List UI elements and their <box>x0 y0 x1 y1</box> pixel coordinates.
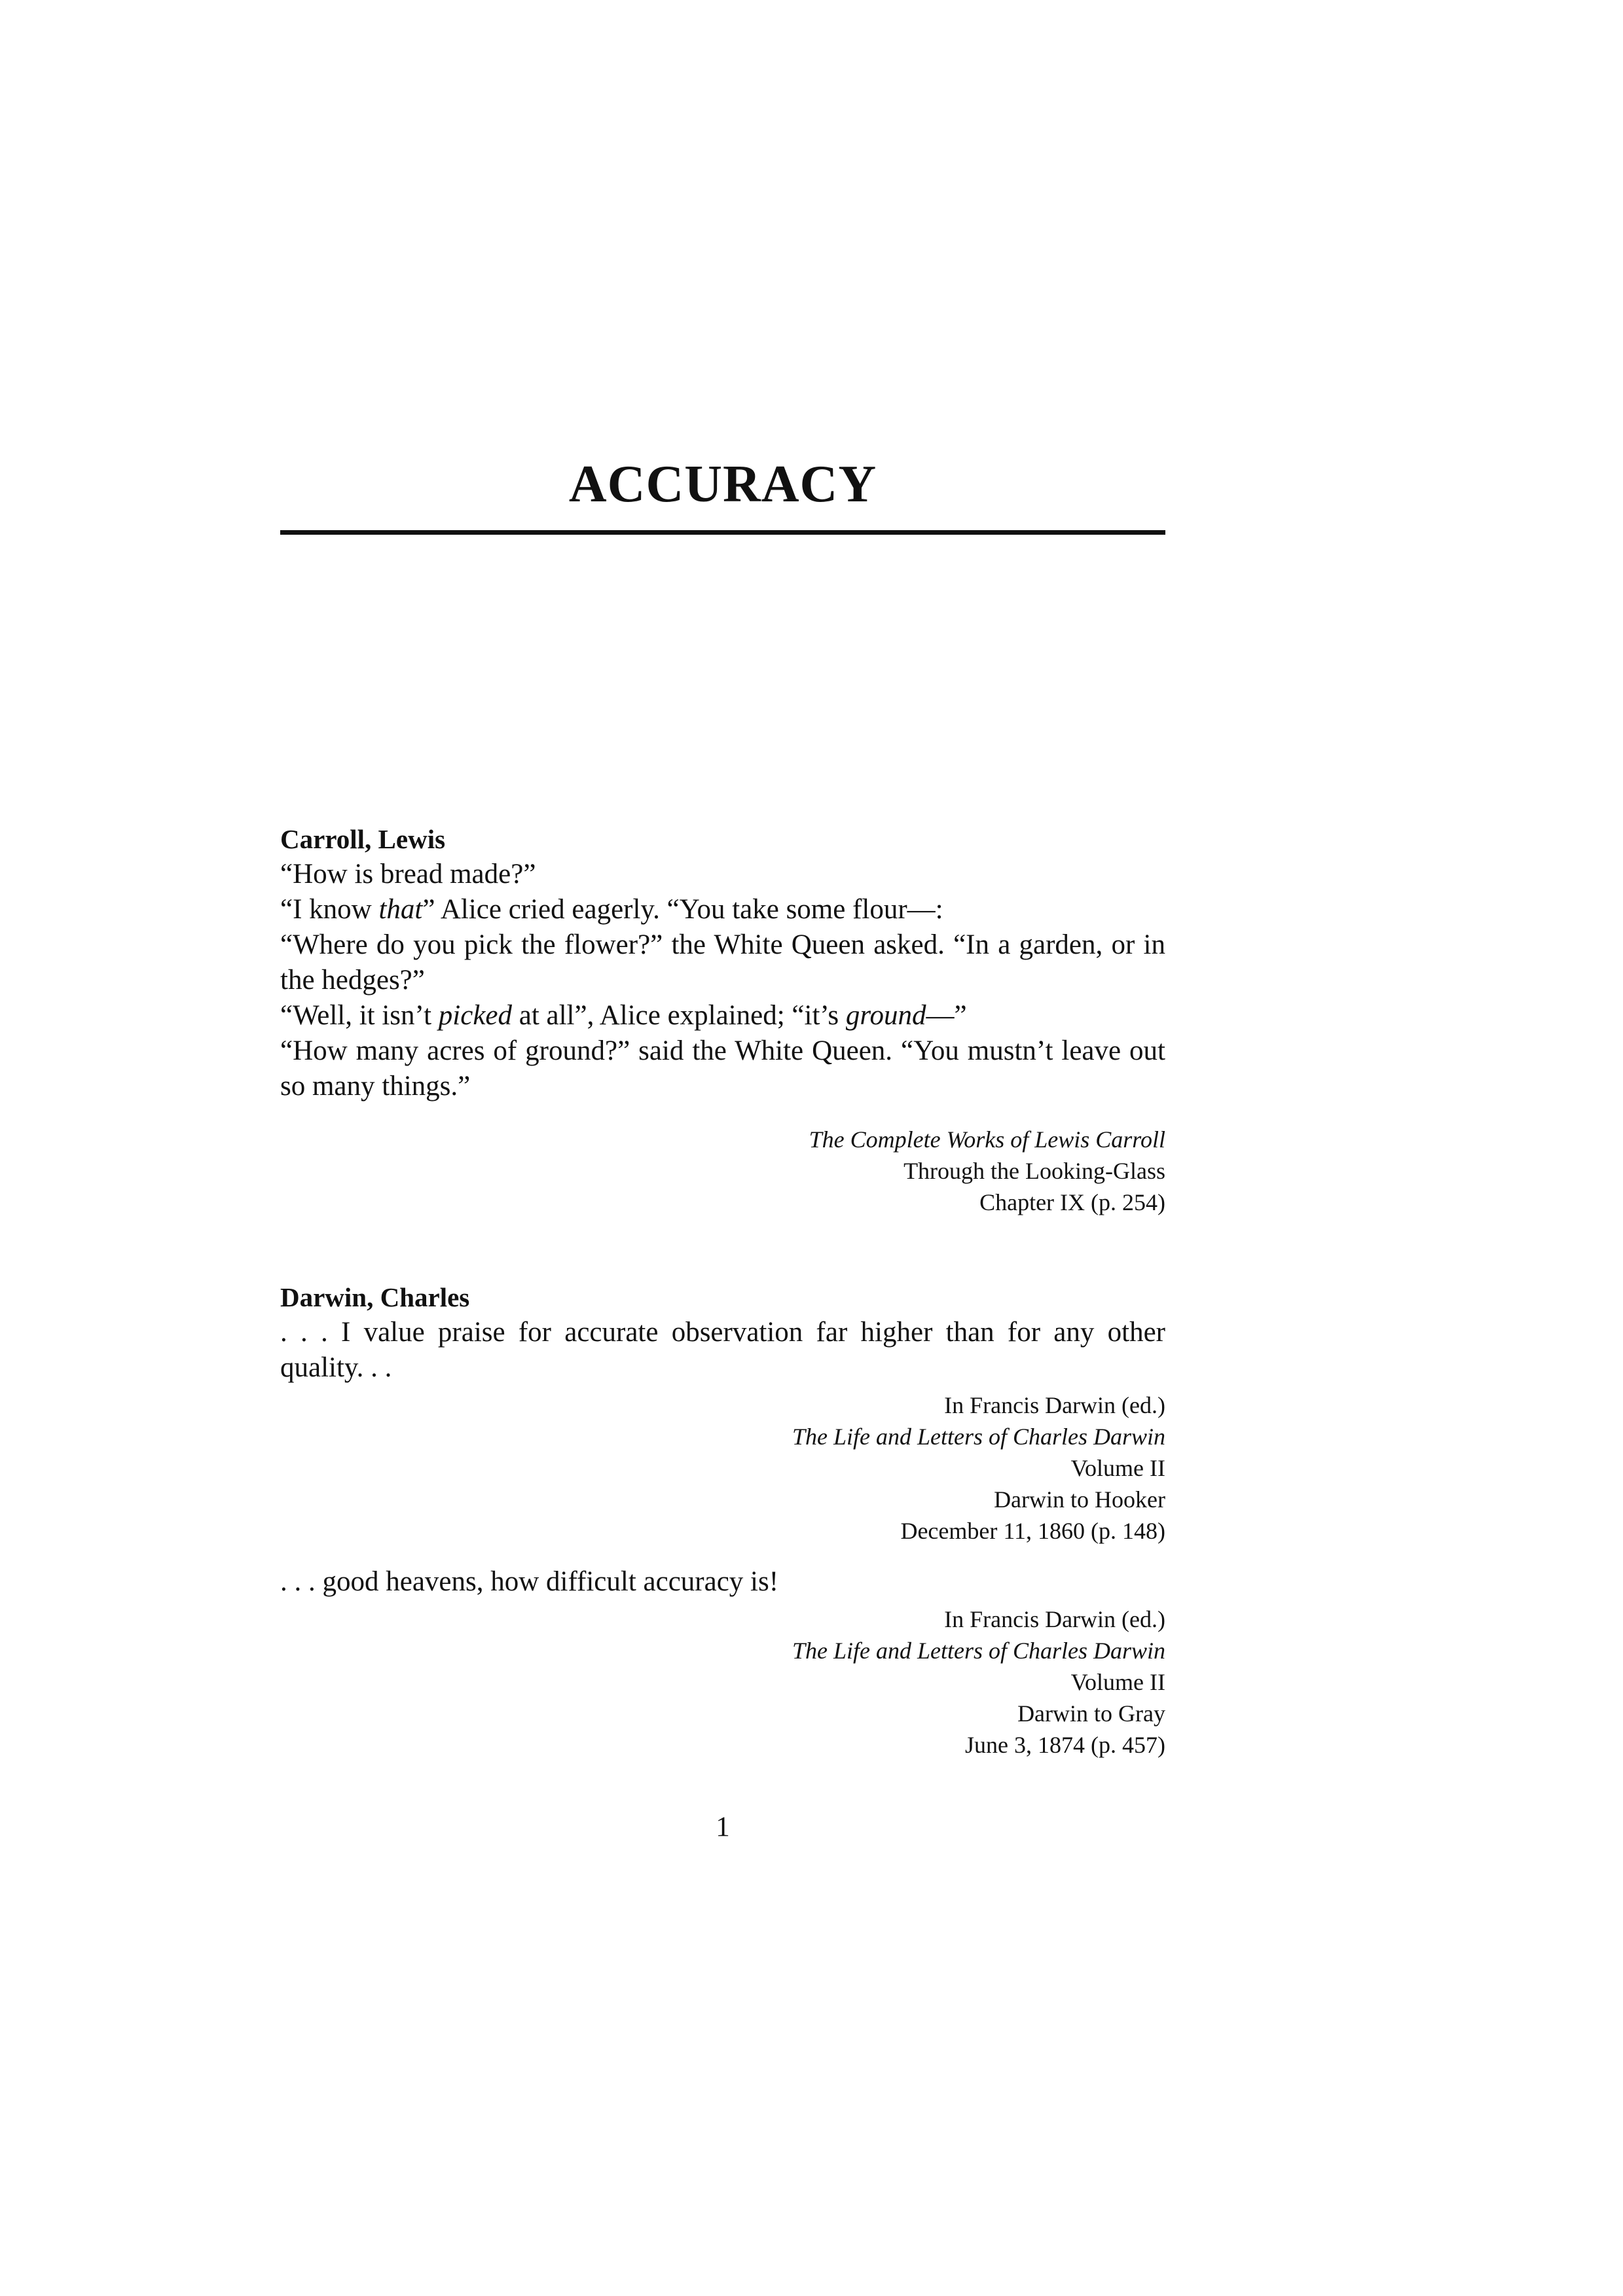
quote-text: “Where do you pick the flower?” the White Queen asked. “In a garden, or in the hedges?” <box>280 929 1165 996</box>
quote-text: —” <box>926 1000 967 1031</box>
quote-text: . . . I value praise for accurate observation far higher than for any other quality. . . <box>280 1317 1165 1383</box>
source-line: Darwin to Hooker <box>994 1486 1165 1513</box>
chapter-title: ACCURACY <box>568 456 877 513</box>
quote-body <box>280 1315 1165 1386</box>
quote-line <box>280 998 1165 1033</box>
author-name: Darwin, Charles <box>280 1282 470 1312</box>
quote-emphasis: that <box>378 894 423 925</box>
quote-source <box>280 1390 1165 1547</box>
quote-body <box>280 1564 1165 1600</box>
source-line: June 3, 1874 (p. 457) <box>965 1732 1165 1758</box>
quote-line <box>280 1564 1165 1600</box>
quote-emphasis: picked <box>438 1000 512 1031</box>
quote-line <box>280 857 1165 892</box>
source-line: Chapter IX (p. 254) <box>979 1189 1165 1215</box>
book-page <box>280 0 1165 2296</box>
quote-entry-darwin-hooker <box>280 1280 1165 1547</box>
quote-emphasis: ground <box>845 1000 926 1031</box>
quote-text: . . . good heavens, how difficult accuracy is! <box>280 1566 779 1597</box>
source-line: The Life and Letters of Charles Darwin <box>792 1638 1165 1664</box>
quote-line <box>280 927 1165 998</box>
quote-body <box>280 857 1165 1104</box>
quote-line <box>280 1315 1165 1386</box>
source-line: Darwin to Gray <box>1017 1700 1165 1727</box>
source-line: The Life and Letters of Charles Darwin <box>792 1424 1165 1450</box>
quote-text: “How many acres of ground?” said the White Queen. “You mustn’t leave out so many things.” <box>280 1035 1165 1102</box>
quote-entry-carroll <box>280 821 1165 1218</box>
quote-text: “I know <box>280 894 379 925</box>
source-line: Volume II <box>1070 1669 1165 1695</box>
quote-line <box>280 892 1165 927</box>
source-line: In Francis Darwin (ed.) <box>944 1606 1165 1632</box>
quote-entry-darwin-gray <box>280 1564 1165 1761</box>
source-line: In Francis Darwin (ed.) <box>944 1392 1165 1418</box>
quote-text: “Well, it isn’t <box>280 1000 439 1031</box>
title-rule <box>280 530 1165 535</box>
quote-text: ” Alice cried eagerly. “You take some flour—: <box>422 894 943 925</box>
source-line: Through the Looking-Glass <box>903 1158 1165 1184</box>
page-number: 1 <box>716 1812 730 1842</box>
author-name: Carroll, Lewis <box>280 824 446 854</box>
source-line: Volume II <box>1070 1455 1165 1481</box>
quote-source <box>280 1604 1165 1761</box>
quote-text: “How is bread made?” <box>280 859 536 889</box>
quote-source <box>280 1124 1165 1218</box>
source-line: December 11, 1860 (p. 148) <box>900 1518 1165 1544</box>
quote-line <box>280 1033 1165 1104</box>
source-line: The Complete Works of Lewis Carroll <box>809 1126 1165 1153</box>
quote-text: at all”, Alice explained; “it’s <box>511 1000 846 1031</box>
